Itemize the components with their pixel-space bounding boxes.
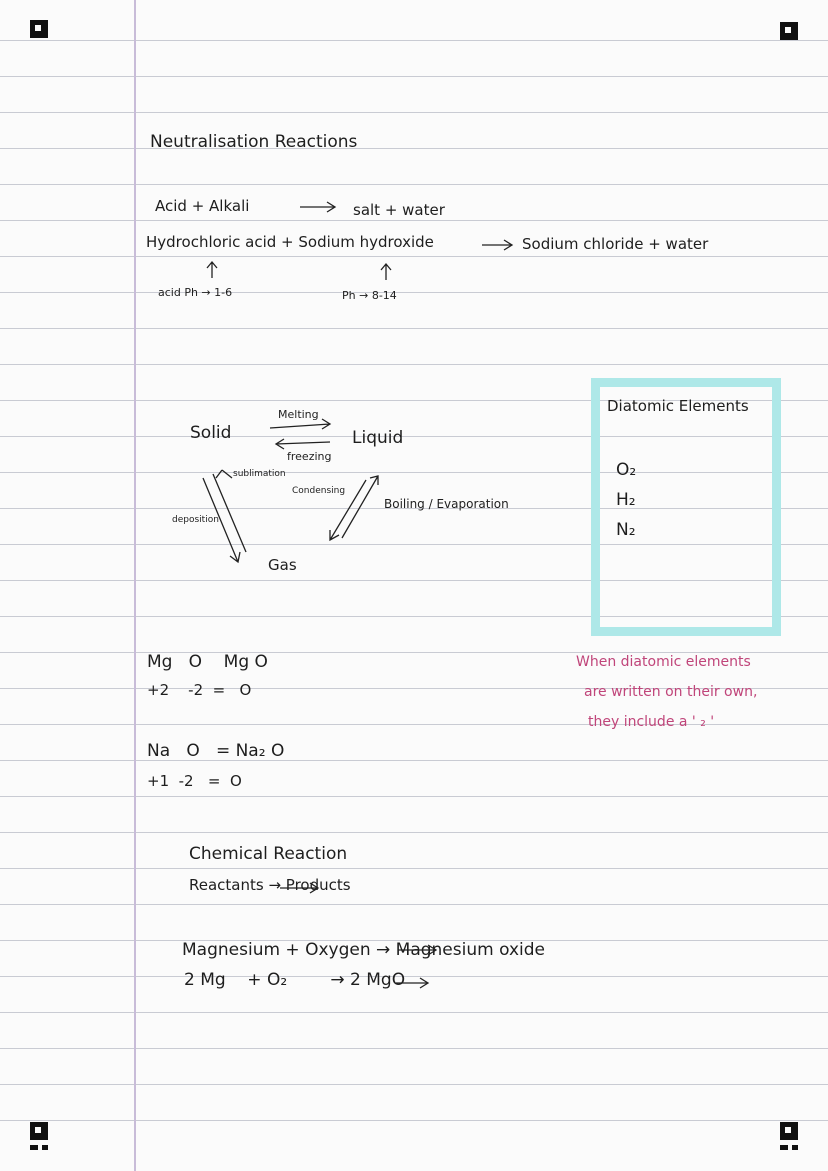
ruled-line: [0, 652, 828, 653]
arrow-icon: [213, 474, 246, 552]
label-condensing: Condensing: [292, 486, 346, 496]
na-oxide-charges: +1 -2 = O: [147, 772, 242, 790]
ruled-line: [0, 256, 828, 257]
ruled-line: [0, 760, 828, 761]
state-solid: Solid: [190, 423, 232, 443]
ruled-line: [0, 1084, 828, 1085]
arrow-icon: [482, 240, 512, 250]
diatomic-item: H₂: [616, 490, 636, 510]
label-melting: Melting: [278, 408, 319, 421]
ruled-line: [0, 976, 828, 977]
ruled-line: [0, 832, 828, 833]
salt-water-product: salt + water: [353, 201, 445, 219]
ruled-line: [0, 1120, 828, 1121]
ruled-line: [0, 868, 828, 869]
arrow-icon: [207, 262, 217, 278]
mg-oxide-formula: Mg O Mg O: [147, 652, 268, 672]
label-sublimation: sublimation: [233, 469, 286, 479]
scan-marker-icon: [42, 1145, 48, 1150]
magnesium-word-equation: Magnesium + Oxygen → Magnesium oxide: [182, 940, 545, 960]
diatomic-item: N₂: [616, 520, 636, 540]
diatomic-note-line: When diatomic elements: [576, 654, 751, 670]
ruled-line: [0, 40, 828, 41]
acid-alkali-equation: Acid + Alkali: [155, 197, 250, 215]
chemical-reaction-title: Chemical Reaction: [189, 844, 348, 864]
ruled-line: [0, 76, 828, 77]
reactants-products-label: Reactants → Products: [189, 876, 351, 894]
arrow-icon: [276, 439, 330, 449]
arrow-icon: [342, 476, 378, 538]
mg-oxide-charges: +2 -2 = O: [147, 681, 252, 699]
arrow-icon: [300, 202, 335, 212]
label-freezing: freezing: [287, 450, 332, 463]
scan-marker-icon: [30, 1145, 38, 1150]
alkali-ph-range: Ph → 8-14: [342, 289, 397, 302]
scan-marker-icon: [792, 1145, 798, 1150]
state-gas: Gas: [268, 556, 297, 574]
ruled-line: [0, 184, 828, 185]
scan-marker-icon: [30, 1122, 48, 1140]
arrow-icon: [381, 264, 391, 280]
scan-marker-icon: [30, 20, 48, 38]
hcl-naoh-reactants: Hydrochloric acid + Sodium hydroxide: [146, 233, 434, 251]
scan-marker-icon: [780, 1145, 788, 1150]
neutralisation-title: Neutralisation Reactions: [150, 132, 358, 152]
diatomic-note-line: are written on their own,: [584, 684, 758, 700]
acid-ph-range: acid Ph → 1-6: [158, 286, 233, 299]
diatomic-title: Diatomic Elements: [607, 397, 749, 415]
label-boiling-evaporation: Boiling / Evaporation: [384, 497, 509, 511]
ruled-line: [0, 904, 828, 905]
label-deposition: deposition: [172, 515, 219, 525]
ruled-line: [0, 292, 828, 293]
margin-line: [134, 0, 136, 1171]
magnesium-symbol-equation: 2 Mg + O₂ → 2 MgO: [184, 970, 406, 990]
ruled-line: [0, 364, 828, 365]
diatomic-item: O₂: [616, 460, 637, 480]
ruled-line: [0, 1012, 828, 1013]
scan-marker-icon: [780, 1122, 798, 1140]
nacl-water-products: Sodium chloride + water: [522, 235, 709, 253]
na-oxide-formula: Na O = Na₂ O: [147, 741, 285, 761]
state-liquid: Liquid: [352, 428, 404, 448]
ruled-line: [0, 796, 828, 797]
scan-marker-icon: [780, 22, 798, 40]
ruled-line: [0, 328, 828, 329]
ruled-line: [0, 112, 828, 113]
ruled-line: [0, 220, 828, 221]
diatomic-note-line: they include a ' ₂ ': [588, 714, 715, 730]
ruled-line: [0, 148, 828, 149]
ruled-line: [0, 1048, 828, 1049]
